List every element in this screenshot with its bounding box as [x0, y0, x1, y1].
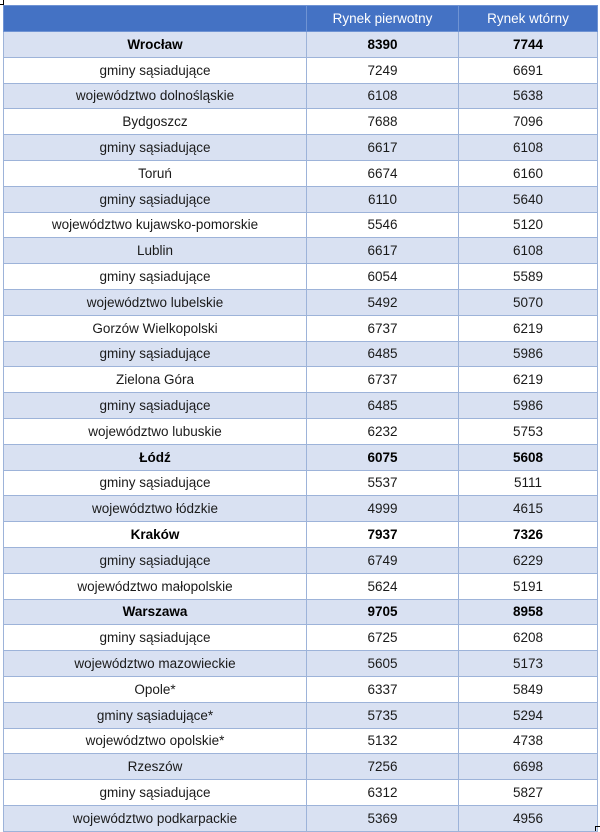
table-row	[4, 238, 598, 264]
location-cell: województwo lubuskie	[4, 418, 307, 444]
table-row	[4, 496, 598, 522]
table-row	[4, 754, 598, 780]
secondary-market-price-cell: 5638	[459, 83, 598, 109]
table-row	[4, 522, 598, 548]
primary-market-price-cell: 6232	[307, 418, 459, 444]
location-cell: Gorzów Wielkopolski	[4, 315, 307, 341]
table-row	[4, 702, 598, 728]
primary-market-price-cell: 6674	[307, 160, 459, 186]
location-cell: Lublin	[4, 238, 307, 264]
primary-market-price-cell: 6108	[307, 83, 459, 109]
location-cell: gminy sąsiadujące	[4, 341, 307, 367]
secondary-market-price-cell: 6691	[459, 57, 598, 83]
table-row	[4, 728, 598, 754]
table-row	[4, 32, 598, 58]
location-cell: województwo opolskie*	[4, 728, 307, 754]
location-cell: województwo mazowieckie	[4, 651, 307, 677]
corner-crop-mark	[595, 826, 600, 831]
secondary-market-price-cell: 5986	[459, 393, 598, 419]
table-row	[4, 393, 598, 419]
secondary-market-price-cell: 5120	[459, 212, 598, 238]
table-row	[4, 470, 598, 496]
secondary-market-price-cell: 5191	[459, 573, 598, 599]
secondary-market-price-cell: 5070	[459, 289, 598, 315]
table-header	[4, 6, 598, 32]
table-body	[4, 32, 598, 832]
secondary-market-price-cell: 6108	[459, 135, 598, 161]
secondary-market-price-cell: 5608	[459, 444, 598, 470]
header-secondary-market: Rynek wtórny	[459, 6, 598, 32]
location-cell: gminy sąsiadujące	[4, 186, 307, 212]
location-cell: gminy sąsiadujące	[4, 780, 307, 806]
location-cell: gminy sąsiadujące*	[4, 702, 307, 728]
location-cell: gminy sąsiadujące	[4, 470, 307, 496]
primary-market-price-cell: 6617	[307, 135, 459, 161]
secondary-market-price-cell: 5640	[459, 186, 598, 212]
location-cell: Warszawa	[4, 599, 307, 625]
secondary-market-price-cell: 5173	[459, 651, 598, 677]
primary-market-price-cell: 5537	[307, 470, 459, 496]
secondary-market-price-cell: 6219	[459, 367, 598, 393]
table-row	[4, 341, 598, 367]
primary-market-price-cell: 6485	[307, 393, 459, 419]
primary-market-price-cell: 5132	[307, 728, 459, 754]
primary-market-price-cell: 5546	[307, 212, 459, 238]
location-cell: gminy sąsiadujące	[4, 264, 307, 290]
secondary-market-price-cell: 5827	[459, 780, 598, 806]
primary-market-price-cell: 6312	[307, 780, 459, 806]
primary-market-price-cell: 7937	[307, 522, 459, 548]
table-row	[4, 573, 598, 599]
table-row	[4, 625, 598, 651]
secondary-market-price-cell: 5111	[459, 470, 598, 496]
location-cell: województwo łódzkie	[4, 496, 307, 522]
header-primary-market: Rynek pierwotny	[307, 6, 459, 32]
secondary-market-price-cell: 7096	[459, 109, 598, 135]
primary-market-price-cell: 6485	[307, 341, 459, 367]
secondary-market-price-cell: 4615	[459, 496, 598, 522]
table-row	[4, 135, 598, 161]
primary-market-price-cell: 6749	[307, 547, 459, 573]
location-cell: Wrocław	[4, 32, 307, 58]
table-row	[4, 676, 598, 702]
table-row	[4, 805, 598, 831]
primary-market-price-cell: 6617	[307, 238, 459, 264]
primary-market-price-cell: 6075	[307, 444, 459, 470]
table-row	[4, 315, 598, 341]
table-row	[4, 289, 598, 315]
header-row	[4, 6, 598, 32]
location-cell: województwo małopolskie	[4, 573, 307, 599]
secondary-market-price-cell: 6219	[459, 315, 598, 341]
secondary-market-price-cell: 6160	[459, 160, 598, 186]
primary-market-price-cell: 5492	[307, 289, 459, 315]
table-row	[4, 186, 598, 212]
secondary-market-price-cell: 5294	[459, 702, 598, 728]
table-row	[4, 212, 598, 238]
secondary-market-price-cell: 5986	[459, 341, 598, 367]
primary-market-price-cell: 5369	[307, 805, 459, 831]
primary-market-price-cell: 5605	[307, 651, 459, 677]
table-row	[4, 160, 598, 186]
location-cell: Rzeszów	[4, 754, 307, 780]
location-cell: województwo podkarpackie	[4, 805, 307, 831]
secondary-market-price-cell: 4956	[459, 805, 598, 831]
location-cell: województwo lubelskie	[4, 289, 307, 315]
location-cell: gminy sąsiadujące	[4, 135, 307, 161]
primary-market-price-cell: 5735	[307, 702, 459, 728]
header-location	[4, 6, 307, 32]
location-cell: województwo kujawsko-pomorskie	[4, 212, 307, 238]
price-table	[3, 5, 598, 832]
secondary-market-price-cell: 6229	[459, 547, 598, 573]
location-cell: gminy sąsiadujące	[4, 393, 307, 419]
primary-market-price-cell: 7249	[307, 57, 459, 83]
table-row	[4, 599, 598, 625]
primary-market-price-cell: 7688	[307, 109, 459, 135]
primary-market-price-cell: 4999	[307, 496, 459, 522]
location-cell: województwo dolnośląskie	[4, 83, 307, 109]
table-row	[4, 109, 598, 135]
table-row	[4, 418, 598, 444]
primary-market-price-cell: 8390	[307, 32, 459, 58]
primary-market-price-cell: 5624	[307, 573, 459, 599]
secondary-market-price-cell: 7326	[459, 522, 598, 548]
table-row	[4, 651, 598, 677]
primary-market-price-cell: 6110	[307, 186, 459, 212]
primary-market-price-cell: 6737	[307, 315, 459, 341]
table-row	[4, 547, 598, 573]
secondary-market-price-cell: 6108	[459, 238, 598, 264]
secondary-market-price-cell: 5589	[459, 264, 598, 290]
primary-market-price-cell: 7256	[307, 754, 459, 780]
primary-market-price-cell: 9705	[307, 599, 459, 625]
table-row	[4, 57, 598, 83]
table-row	[4, 264, 598, 290]
table-row	[4, 780, 598, 806]
primary-market-price-cell: 6054	[307, 264, 459, 290]
location-cell: gminy sąsiadujące	[4, 547, 307, 573]
table-row	[4, 367, 598, 393]
secondary-market-price-cell: 6208	[459, 625, 598, 651]
location-cell: Toruń	[4, 160, 307, 186]
table-row	[4, 83, 598, 109]
location-cell: gminy sąsiadujące	[4, 57, 307, 83]
secondary-market-price-cell: 6698	[459, 754, 598, 780]
location-cell: gminy sąsiadujące	[4, 625, 307, 651]
location-cell: Kraków	[4, 522, 307, 548]
primary-market-price-cell: 6725	[307, 625, 459, 651]
table-row	[4, 444, 598, 470]
location-cell: Bydgoszcz	[4, 109, 307, 135]
location-cell: Zielona Góra	[4, 367, 307, 393]
location-cell: Łódź	[4, 444, 307, 470]
secondary-market-price-cell: 5753	[459, 418, 598, 444]
secondary-market-price-cell: 7744	[459, 32, 598, 58]
secondary-market-price-cell: 4738	[459, 728, 598, 754]
secondary-market-price-cell: 8958	[459, 599, 598, 625]
primary-market-price-cell: 6337	[307, 676, 459, 702]
secondary-market-price-cell: 5849	[459, 676, 598, 702]
location-cell: Opole*	[4, 676, 307, 702]
primary-market-price-cell: 6737	[307, 367, 459, 393]
